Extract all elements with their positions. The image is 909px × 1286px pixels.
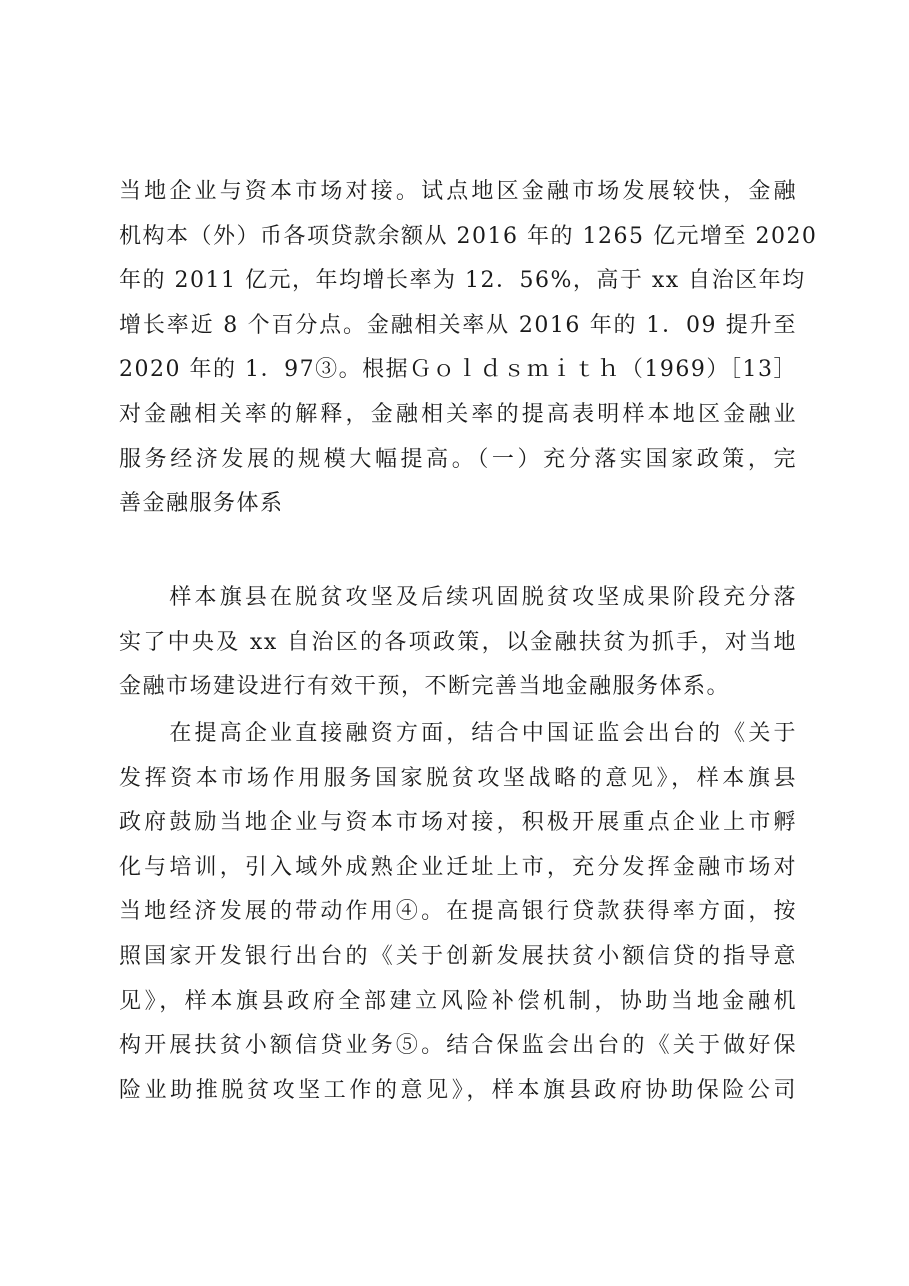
paragraph-3 xyxy=(119,712,797,1113)
text-line: 发挥资本市场作用服务国家脱贫攻坚战略的意见》，样本旗县 xyxy=(119,765,797,791)
text-line: 机构本（外）币各项贷款余额从 2016 年的 1265 亿元增至 2020 xyxy=(119,223,818,249)
paragraph-2 xyxy=(119,576,797,710)
text-line: 对金融相关率的解释，金融相关率的提高表明样本地区金融业 xyxy=(119,401,797,427)
text-line: 见》，样本旗县政府全部建立风险补偿机制，协助当地金融机 xyxy=(119,988,797,1014)
text-line: 险业助推脱贫攻坚工作的意见》，样本旗县政府协助保险公司 xyxy=(119,1077,797,1103)
text-line: 当地经济发展的带动作用④。在提高银行贷款获得率方面，按 xyxy=(119,899,797,925)
text-line: 政府鼓励当地企业与资本市场对接，积极开展重点企业上市孵 xyxy=(119,810,797,836)
text-line: 在提高企业直接融资方面，结合中国证监会出台的《关于 xyxy=(119,721,797,746)
text-line: 增长率近 8 个百分点。金融相关率从 2016 年的 1．09 提升至 xyxy=(119,312,797,338)
text-line: 年的 2011 亿元，年均增长率为 12．56%，高于 xx 自治区年均 xyxy=(119,268,806,294)
text-line: 构开展扶贫小额信贷业务⑤。结合保监会出台的《关于做好保 xyxy=(119,1033,797,1059)
text-line: 照国家开发银行出台的《关于创新发展扶贫小额信贷的指导意 xyxy=(119,943,797,969)
text-line: 金融市场建设进行有效干预，不断完善当地金融服务体系。 xyxy=(119,674,731,700)
text-line: 化与培训，引入域外成熟企业迁址上市，充分发挥金融市场对 xyxy=(119,854,797,880)
text-line: 服务经济发展的规模大幅提高。（一）充分落实国家政策，完 xyxy=(119,446,797,472)
text-line: 当地企业与资本市场对接。试点地区金融市场发展较快，金融 xyxy=(119,179,797,204)
paragraph-1 xyxy=(119,170,818,527)
text-line: 实了中央及 xx 自治区的各项政策，以金融扶贫为抓手，对当地 xyxy=(119,629,797,655)
text-line: 样本旗县在脱贫攻坚及后续巩固脱贫攻坚成果阶段充分落 xyxy=(119,585,797,610)
text-line: 善金融服务体系 xyxy=(119,491,284,517)
text-line: 2020 年的 1．97③。根据Ｇｏｌｄｓｍｉｔｈ（1969）［13］ xyxy=(119,357,797,383)
